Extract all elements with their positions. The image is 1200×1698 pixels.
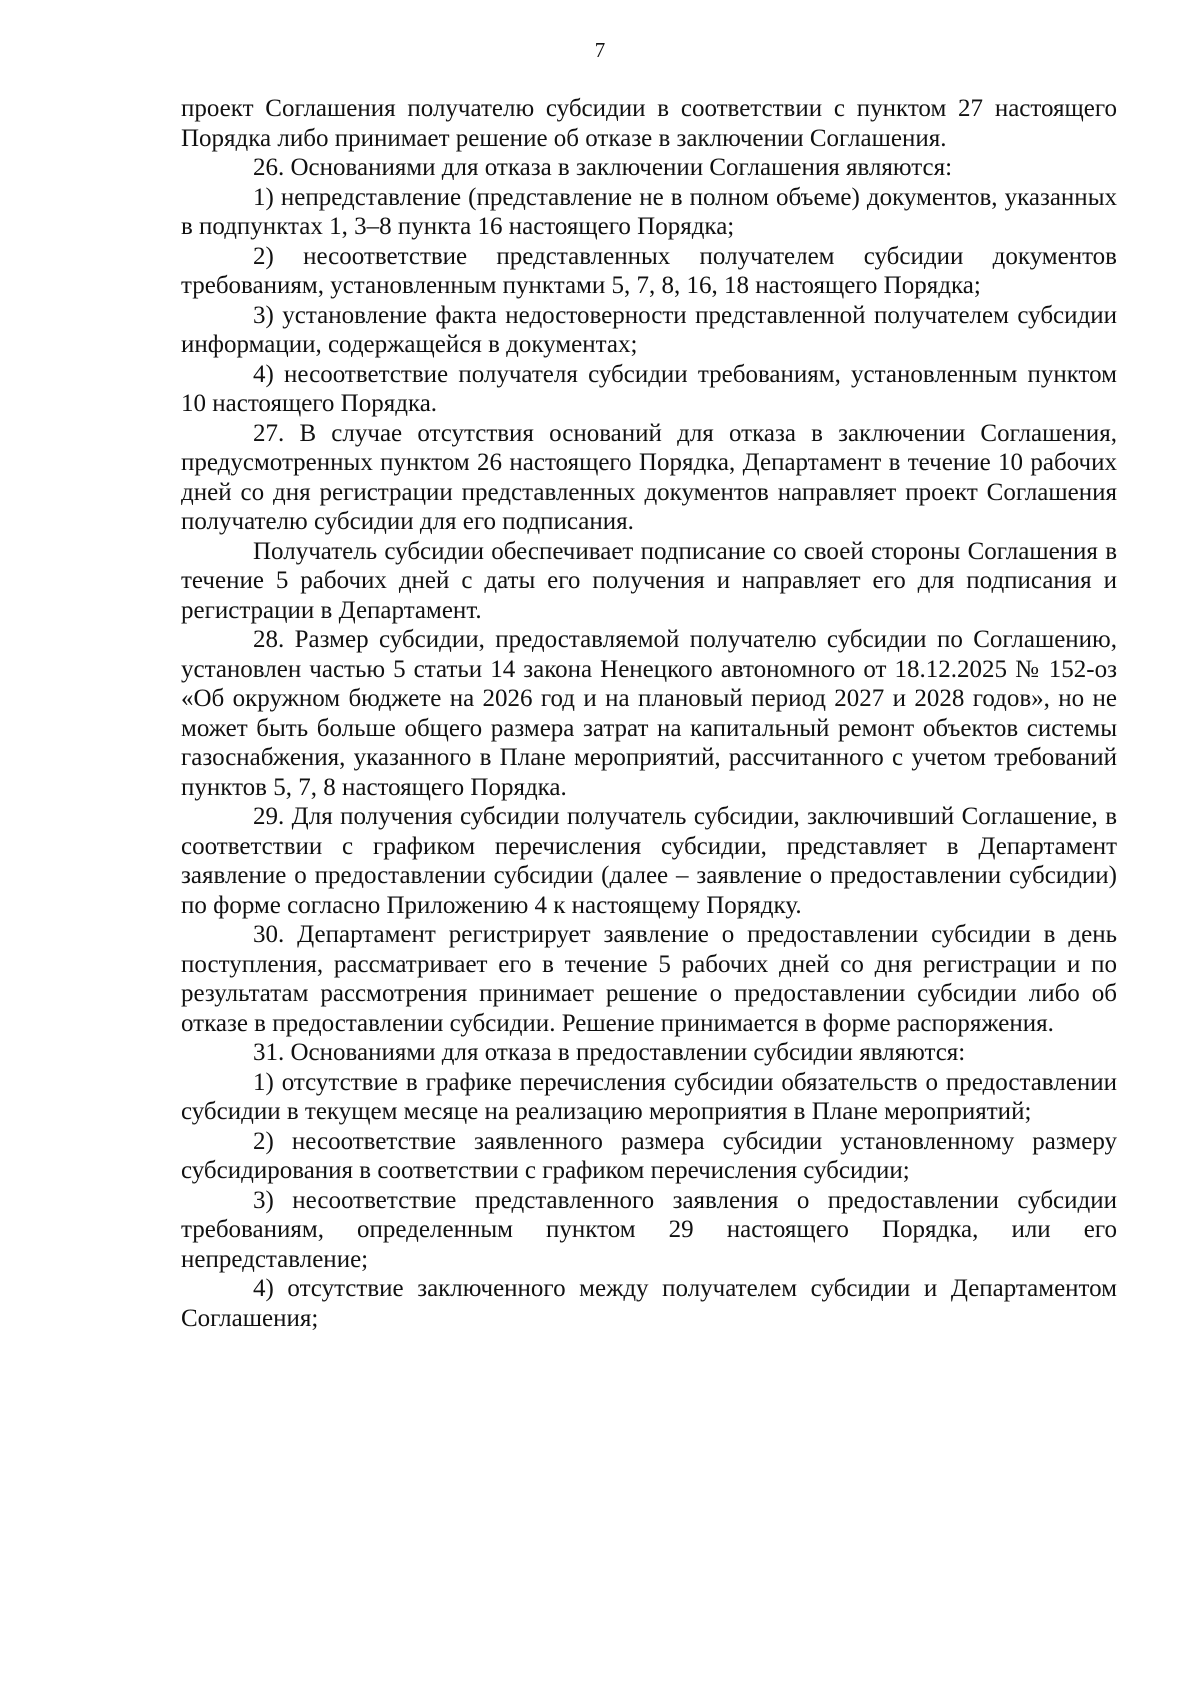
paragraph-31-heading: 31. Основаниями для отказа в предоставлении субсидии являются: [253, 1039, 966, 1066]
paragraph-26-heading: 26. Основаниями для отказа в заключении Соглашения являются: [253, 154, 953, 181]
document-body [181, 94, 1117, 1333]
paragraph-29: 29. Для получения субсидии получатель субсидии, заключивший Соглашение, в соответствии с графиком перечисления субсидии, представляет в Департамент заявление о предоставлении субсидии (далее – заявление о предоставлении субсидии) по форме согласно Приложению 4 к настоящему Порядку. [181, 803, 1117, 919]
paragraph-26-item-3: 3) установление факта недостоверности представленной получателем субсидии информации, содержащейся в документах; [181, 301, 1117, 358]
paragraph-31-item-3: 3) несоответствие представленного заявления о предоставлении субсидии требованиям, определенным пунктом 29 настоящего Порядка, или его непредставление; [181, 1186, 1117, 1273]
paragraph-30: 30. Департамент регистрирует заявление о предоставлении субсидии в день поступления, рассматривает его в течение 5 рабочих дней со дня регистрации и по результатам рассмотрения принимает решение о предоставлении субсидии либо об отказе в предоставлении субсидии. Решение принимается в форме распоряжения. [181, 921, 1117, 1037]
paragraph-27: 27. В случае отсутствия оснований для отказа в заключении Соглашения, предусмотренных пунктом 26 настоящего Порядка, Департамент в течение 10 рабочих дней со дня регистрации представленных документов направляет проект Соглашения получателю субсидии для его подписания. [181, 419, 1117, 535]
paragraph-26-item-1: 1) непредставление (представление не в полном объеме) документов, указанных в подпунктах 1, 3–8 пункта 16 настоящего Порядка; [181, 183, 1117, 240]
paragraph-26-item-4: 4) несоответствие получателя субсидии требованиям, установленным пунктом 10 настоящего Порядка. [181, 360, 1117, 417]
paragraph-27-recipient-signing: Получатель субсидии обеспечивает подписание со своей стороны Соглашения в течение 5 рабочих дней с даты его получения и направляет его для подписания и регистрации в Департамент. [181, 537, 1117, 624]
paragraph-31-item-1: 1) отсутствие в графике перечисления субсидии обязательств о предоставлении субсидии в текущем месяце на реализацию мероприятия в Плане мероприятий; [181, 1068, 1117, 1125]
paragraph-intro-continuation: проект Соглашения получателю субсидии в соответствии с пунктом 27 настоящего Порядка либо принимает решение об отказе в заключении Соглашения. [181, 95, 1117, 152]
paragraph-31-item-2: 2) несоответствие заявленного размера субсидии установленному размеру субсидирования в соответствии с графиком перечисления субсидии; [181, 1127, 1117, 1184]
paragraph-26-item-2: 2) несоответствие представленных получателем субсидии документов требованиям, установленным пунктами 5, 7, 8, 16, 18 настоящего Порядка; [181, 242, 1117, 299]
paragraph-31-item-4: 4) отсутствие заключенного между получателем субсидии и Департаментом Соглашения; [181, 1275, 1117, 1332]
page-number: 7 [594, 38, 606, 62]
paragraph-28: 28. Размер субсидии, предоставляемой получателю субсидии по Соглашению, установлен частью 5 статьи 14 закона Ненецкого автономного от 18.12.2025 № 152-оз «Об окружном бюджете на 2026 год и на плановый период 2027 и 2028 годов», но не может быть больше общего размера затрат на капитальный ремонт объектов системы газоснабжения, указанного в Плане мероприятий, рассчитанного с учетом требований пунктов 5, 7, 8 настоящего Порядка. [181, 626, 1117, 801]
